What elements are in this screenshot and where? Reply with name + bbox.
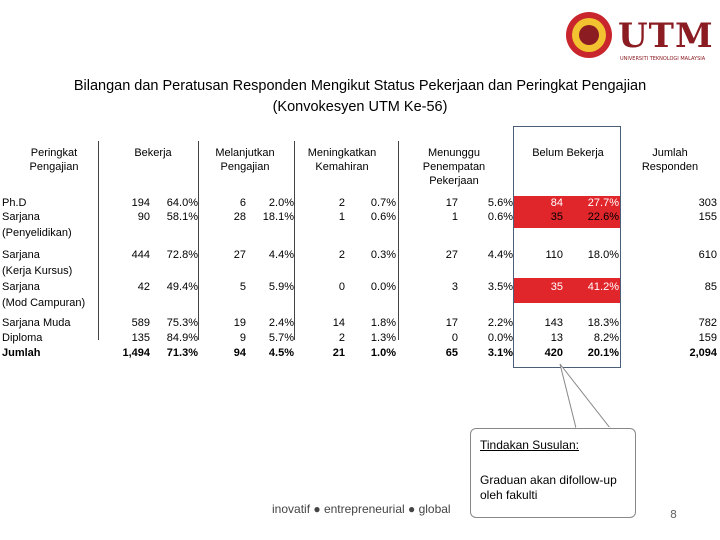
cell-belum-n: 35: [550, 281, 563, 293]
row-label: (Mod Campuran): [2, 297, 86, 309]
cell-melanjut-p: 4.4%: [268, 249, 294, 261]
cell-meningkat-p: 1.3%: [370, 332, 396, 344]
utm-logo: [566, 12, 714, 64]
cell-menunggu-n: 0: [451, 332, 458, 344]
cell-bekerja-p: 84.9%: [166, 332, 198, 344]
page-title: [0, 76, 720, 118]
cell-belum-n: 420: [544, 347, 563, 359]
cell-bekerja-n: 90: [137, 211, 150, 223]
cell-menunggu-n: 3: [451, 281, 458, 293]
cell-menunggu-p: 4.4%: [487, 249, 513, 261]
cell-meningkat-p: 0.7%: [370, 197, 396, 209]
page-number: 8: [670, 508, 677, 521]
column-divider: [98, 141, 99, 340]
logo-wordmark: UTM: [618, 16, 714, 56]
cell-menunggu-n: 65: [445, 347, 458, 359]
cell-menunggu-n: 17: [445, 317, 458, 329]
callout-line-2: oleh fakulti: [480, 488, 538, 502]
cell-bekerja-p: 64.0%: [166, 197, 198, 209]
cell-meningkat-n: 2: [338, 249, 345, 261]
cell-jumlah: 2,094: [689, 347, 717, 359]
cell-melanjut-p: 2.0%: [268, 197, 294, 209]
cell-melanjut-n: 5: [239, 281, 246, 293]
footer-tagline: inovatif ● entrepreneurial ● global: [272, 502, 451, 516]
row-label: Sarjana Muda: [2, 317, 71, 329]
cell-menunggu-p: 0.6%: [487, 211, 513, 223]
column-divider: [198, 141, 199, 340]
row-label: Jumlah: [2, 347, 41, 359]
title-line-1: Bilangan dan Peratusan Responden Mengikut Status Pekerjaan dan Peringkat Pengajian: [73, 78, 647, 94]
cell-belum-p: 18.0%: [587, 249, 619, 261]
cell-jumlah: 610: [698, 249, 717, 261]
header-peringkat: Peringkat Pengajian: [29, 147, 79, 173]
cell-belum-n: 110: [545, 249, 563, 261]
column-divider: [398, 141, 399, 340]
cell-melanjut-p: 5.9%: [268, 281, 294, 293]
cell-bekerja-p: 75.3%: [166, 317, 198, 329]
title-line-2: (Konvokesyen UTM Ke-56): [272, 99, 448, 115]
cell-meningkat-p: 0.6%: [370, 211, 396, 223]
callout-pointer: [540, 360, 620, 432]
cell-meningkat-n: 21: [332, 347, 345, 359]
cell-melanjut-n: 28: [233, 211, 246, 223]
cell-bekerja-n: 42: [137, 281, 150, 293]
cell-belum-n: 84: [550, 197, 563, 209]
header-belum-bekerja: Belum Bekerja: [532, 147, 604, 159]
header-melanjutkan: Melanjutkan Pengajian: [215, 147, 275, 173]
row-label: Ph.D: [2, 197, 27, 209]
cell-meningkat-p: 0.0%: [370, 281, 396, 293]
cell-meningkat-p: 1.8%: [370, 317, 396, 329]
cell-belum-n: 13: [550, 332, 563, 344]
cell-belum-p: 41.2%: [587, 281, 619, 293]
cell-menunggu-p: 2.2%: [487, 317, 513, 329]
row-label: (Penyelidikan): [2, 227, 72, 239]
cell-belum-n: 35: [550, 211, 563, 223]
cell-meningkat-n: 14: [332, 317, 345, 329]
row-label: Sarjana: [2, 211, 40, 223]
cell-menunggu-p: 0.0%: [487, 332, 513, 344]
logo-tagline: UNIVERSITI TEKNOLOGI MALAYSIA: [620, 56, 706, 62]
cell-belum-p: 22.6%: [587, 211, 619, 223]
cell-melanjut-p: 5.7%: [268, 332, 294, 344]
cell-jumlah: 85: [704, 281, 717, 293]
cell-meningkat-n: 1: [338, 211, 345, 223]
cell-bekerja-n: 135: [131, 332, 150, 344]
row-label: Diploma: [2, 332, 43, 344]
cell-bekerja-p: 71.3%: [166, 347, 198, 359]
header-meningkatkan: Meningkatkan Kemahiran: [307, 147, 377, 173]
cell-menunggu-p: 5.6%: [487, 197, 513, 209]
cell-melanjut-n: 6: [239, 197, 246, 209]
cell-bekerja-n: 444: [131, 249, 150, 261]
utm-crest-icon: [566, 12, 612, 58]
callout-line-1: Graduan akan difollow-up: [480, 473, 617, 487]
cell-menunggu-p: 3.5%: [487, 281, 513, 293]
cell-bekerja-n: 589: [131, 317, 150, 329]
cell-bekerja-n: 194: [131, 197, 150, 209]
row-label: Sarjana: [2, 249, 40, 261]
cell-jumlah: 303: [698, 197, 717, 209]
cell-menunggu-n: 1: [451, 211, 458, 223]
cell-menunggu-p: 3.1%: [487, 347, 513, 359]
cell-bekerja-p: 58.1%: [166, 211, 198, 223]
row-label: (Kerja Kursus): [2, 265, 73, 277]
cell-melanjut-n: 27: [233, 249, 246, 261]
cell-jumlah: 782: [698, 317, 717, 329]
cell-belum-p: 18.3%: [587, 317, 619, 329]
header-menunggu: Menunggu Penempatan Pekerjaan: [422, 147, 486, 187]
cell-melanjut-p: 4.5%: [268, 347, 294, 359]
cell-belum-n: 143: [544, 317, 563, 329]
cell-bekerja-p: 49.4%: [166, 281, 198, 293]
cell-belum-p: 20.1%: [587, 347, 619, 359]
cell-meningkat-n: 0: [338, 281, 345, 293]
cell-melanjut-p: 18.1%: [262, 211, 294, 223]
cell-melanjut-p: 2.4%: [268, 317, 294, 329]
row-label: Sarjana: [2, 281, 40, 293]
cell-bekerja-n: 1,494: [122, 347, 150, 359]
cell-meningkat-p: 0.3%: [370, 249, 396, 261]
cell-belum-p: 8.2%: [593, 332, 619, 344]
cell-meningkat-p: 1.0%: [370, 347, 396, 359]
belum-bekerja-highlight-frame: [513, 126, 621, 368]
cell-melanjut-n: 19: [233, 317, 246, 329]
cell-belum-p: 27.7%: [587, 197, 619, 209]
cell-meningkat-n: 2: [338, 332, 345, 344]
cell-jumlah: 155: [698, 211, 717, 223]
cell-jumlah: 159: [698, 332, 717, 344]
cell-melanjut-n: 9: [239, 332, 246, 344]
column-divider: [294, 141, 295, 340]
cell-meningkat-n: 2: [338, 197, 345, 209]
cell-melanjut-n: 94: [233, 347, 246, 359]
cell-bekerja-p: 72.8%: [166, 249, 198, 261]
cell-menunggu-n: 27: [445, 249, 458, 261]
header-jumlah: Jumlah Responden: [641, 147, 699, 173]
header-bekerja: Bekerja: [134, 147, 172, 159]
cell-menunggu-n: 17: [445, 197, 458, 209]
callout-heading: Tindakan Susulan:: [480, 438, 579, 452]
